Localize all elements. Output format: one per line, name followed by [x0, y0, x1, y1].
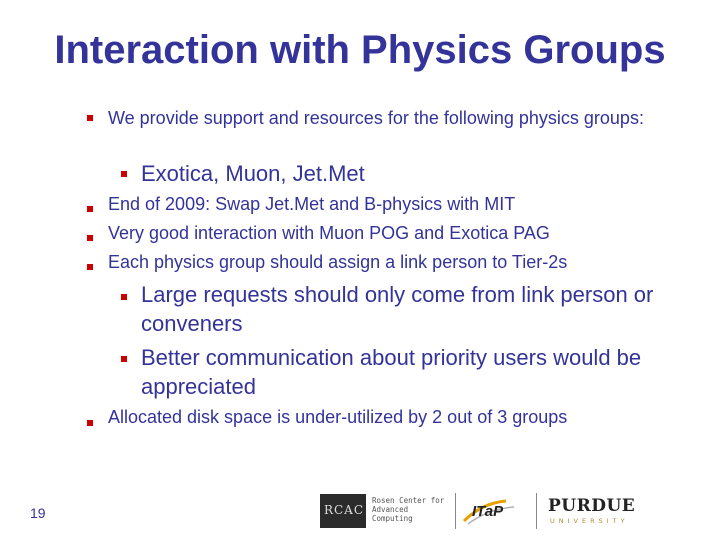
logo-divider	[455, 493, 456, 529]
sub-bullet-text: Exotica, Muon, Jet.Met	[141, 161, 365, 186]
bullet-marker	[87, 115, 93, 121]
bullet-marker	[87, 264, 93, 270]
sub-bullet-marker	[121, 171, 127, 177]
page-number: 19	[30, 505, 46, 521]
purdue-logo	[548, 496, 640, 528]
bullet-text: Each physics group should assign a link person to Tier-2s	[108, 252, 568, 272]
sub-bullet-marker	[121, 356, 127, 362]
bullet-text: Very good interaction with Muon POG and Exotica PAG	[108, 223, 550, 243]
bullet-marker	[87, 206, 93, 212]
rcac-text: Rosen Center for Advanced Computing	[372, 496, 445, 523]
sub-bullet-marker	[121, 294, 127, 300]
sub-bullet-text: Large requests should only come from link person or conveners	[141, 282, 654, 336]
bullet-text: End of 2009: Swap Jet.Met and B-physics with MIT	[108, 194, 516, 214]
rcac-logo	[320, 494, 450, 528]
rcac-mark: RCAC	[323, 503, 365, 517]
purdue-mark: PURDUE	[548, 496, 636, 516]
itap-mark: ITaP	[472, 503, 504, 520]
bullet-marker	[87, 420, 93, 426]
logo-divider	[536, 493, 537, 529]
page-title: Interaction with Physics Groups	[54, 28, 666, 72]
itap-logo	[462, 497, 528, 527]
sub-bullet-text: Better communication about priority users would be appreciated	[141, 345, 642, 399]
bullet-text: Allocated disk space is under-utilized by 2 out of 3 groups	[108, 407, 568, 427]
bullet-marker	[87, 235, 93, 241]
bullet-text: We provide support and resources for the following physics groups:	[108, 108, 644, 128]
purdue-sub: UNIVERSITY	[550, 517, 629, 525]
